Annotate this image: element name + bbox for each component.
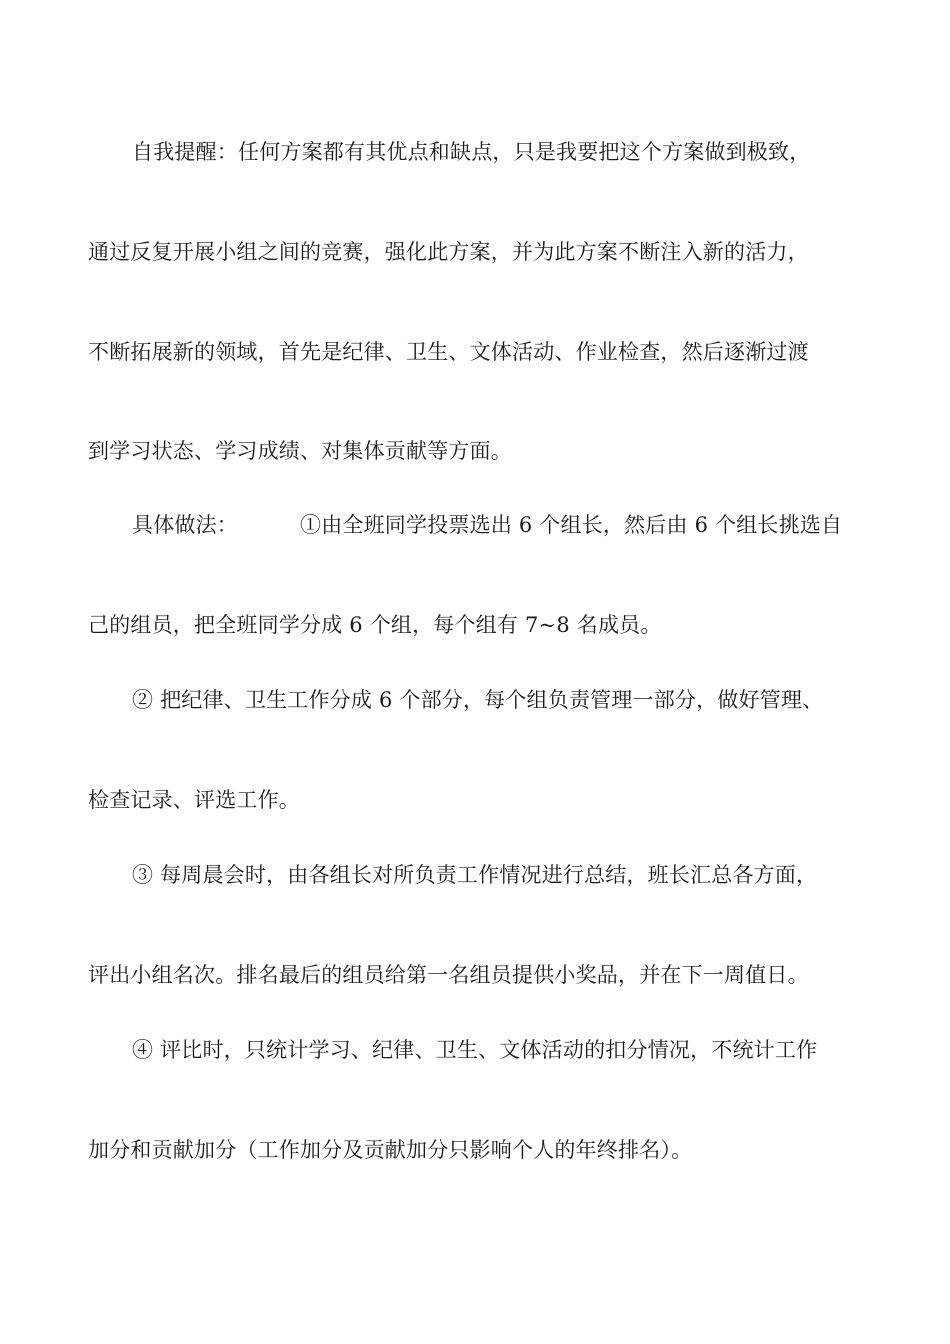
method-step-1: ①由全班同学投票选出 6 个组长，然后由 6 个组长挑选自: [300, 513, 843, 537]
text-line: 评出小组名次。排名最后的组员给第一名组员提供小奖品，并在下一周值日。: [88, 963, 809, 987]
method-label: 具体做法：: [132, 513, 238, 537]
text-line: ④ 评比时，只统计学习、纪律、卫生、文体活动的扣分情况，不统计工作: [132, 1038, 818, 1062]
text-line: 到学习状态、学习成绩、对集体贡献等方面。: [88, 439, 512, 463]
text-line: 加分和贡献加分（工作加分及贡献加分只影响个人的年终排名）。: [88, 1138, 693, 1162]
text-line: 通过反复开展小组之间的竞赛，强化此方案，并为此方案不断注入新的活力，: [88, 240, 809, 264]
text-line: 不断拓展新的领域，首先是纪律、卫生、文体活动、作业检查，然后逐渐过渡: [88, 340, 809, 364]
text-line: 检查记录、评选工作。: [88, 788, 300, 812]
text-line: [132, 510, 912, 540]
text-line: ② 把纪律、卫生工作分成 6 个部分，每个组负责管理一部分，做好管理、: [132, 688, 824, 712]
text-line: 己的组员，把全班同学分成 6 个组，每个组有 7~8 名成员。: [88, 613, 662, 637]
text-line: 自我提醒：任何方案都有其优点和缺点，只是我要把这个方案做到极致，: [132, 140, 811, 164]
text-line: ③ 每周晨会时，由各组长对所负责工作情况进行总结，班长汇总各方面，: [132, 863, 818, 887]
